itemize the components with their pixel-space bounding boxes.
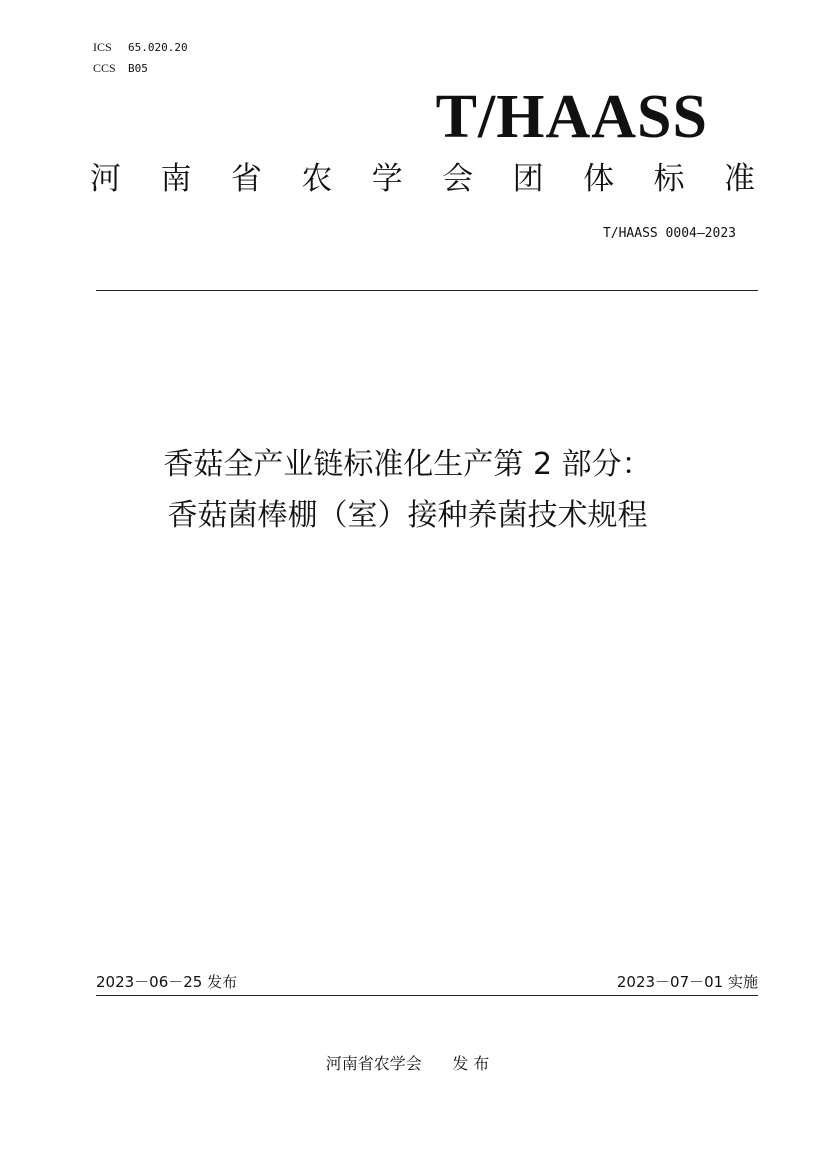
org-title-char: 学 [371,161,403,197]
publisher-name: 河南省农学会 [325,1054,422,1073]
org-title-char: 会 [442,161,474,197]
standard-brand-mark: T/HAASS [435,83,708,151]
standard-number: T/HAASS 0004—2023 [602,226,736,241]
org-title-char: 河 [90,161,121,197]
ccs-line [93,61,148,76]
org-title-char: 标 [653,161,685,197]
ics-line [93,40,188,55]
ics-label: ICS [93,40,112,54]
publish-action: 发 布 [452,1054,490,1073]
org-title-char: 省 [230,161,262,197]
org-title-char: 团 [512,161,544,197]
ics-code: 65.020.20 [128,41,188,54]
footer-divider [96,995,758,996]
ccs-label: CCS [93,61,116,75]
document-title-line-2: 香菇菌棒棚（室）接种养菌技术规程 [167,498,648,533]
org-title-char: 准 [723,161,755,197]
org-title-char: 南 [160,161,192,197]
org-title-char: 体 [583,161,615,197]
issue-date: 2023－06－25 发布 [96,973,238,991]
implementation-date: 2023－07－01 实施 [616,973,758,991]
org-standard-title [90,157,755,201]
document-title-line-1: 香菇全产业链标准化生产第 2 部分： [163,447,652,482]
publisher-line [0,1053,815,1075]
header-divider [96,290,758,291]
ccs-code: B05 [128,62,148,75]
org-title-char: 农 [301,161,333,197]
